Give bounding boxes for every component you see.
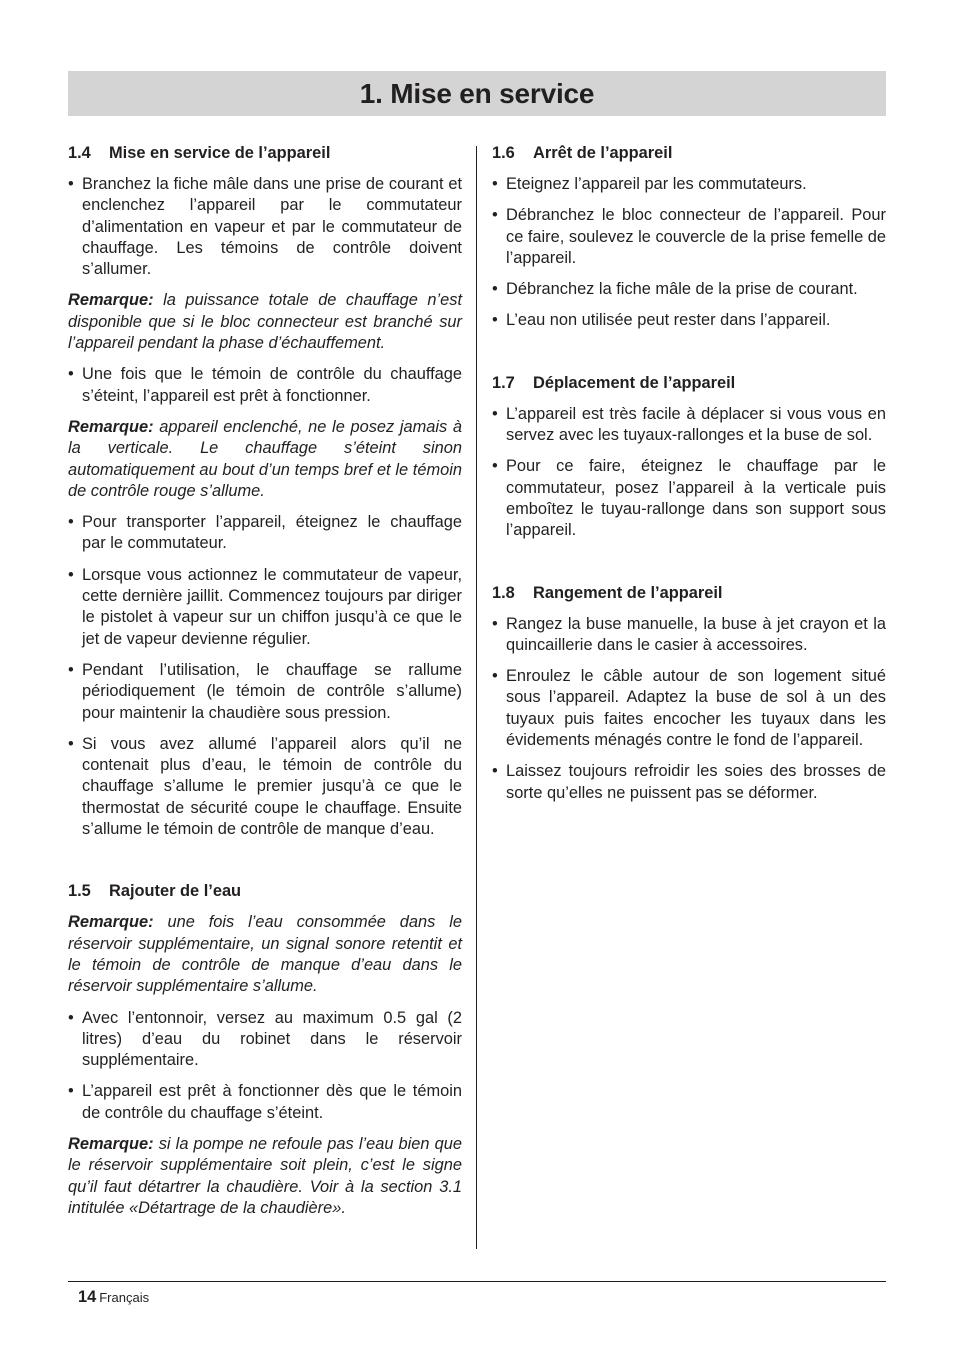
footer-rule	[68, 1281, 886, 1282]
note-text: si la pompe ne refoule pas l’eau bien que le réservoir supplémentaire soit plein, c’est le signe qu’il faut détartrer la chaudière. Voir à la section 3.1 intitulée «Détartrage de la chaudière».	[68, 1134, 462, 1217]
bullet-item: • Une fois que le témoin de contrôle du chauffage s’éteint, l’appareil est prêt à fonctionner.	[68, 364, 462, 407]
page-footer	[78, 1288, 149, 1307]
bullet-item: • Avec l’entonnoir, versez au maximum 0.5 gal (2 litres) d’eau du robinet dans le réservoir supplémentaire.	[68, 1008, 462, 1072]
section-title: Rangement de l’appareil	[533, 583, 723, 602]
note-text: la puissance totale de chauffage n’est disponible que si le bloc connecteur est branché sur l’appareil pendant la phase d’échauffement.	[68, 291, 462, 353]
section-heading	[68, 143, 462, 164]
section-heading	[492, 373, 886, 394]
bullet-list	[68, 174, 462, 280]
note	[68, 1134, 462, 1219]
section-number: 1.6	[492, 144, 515, 162]
section-heading	[492, 143, 886, 164]
bullet-item: • L’appareil est très facile à déplacer si vous vous en servez avec les tuyaux-rallonges et la buse de sol.	[492, 404, 886, 447]
bullet-item: • L’appareil est prêt à fonctionner dès que le témoin de contrôle du chauffage s’éteint.	[68, 1081, 462, 1124]
column-divider	[476, 146, 477, 1249]
note-label: Remarque:	[68, 1134, 154, 1153]
bullet-item: • Branchez la fiche mâle dans une prise de courant et enclenchez l’appareil par le commutateur d’alimentation en vapeur et par le commutateur de chauffage. Les témoins de contrôle doivent s’allumer.	[68, 174, 462, 280]
page-title: 1. Mise en service	[359, 77, 595, 109]
bullet-item: • Eteignez l’appareil par les commutateurs.	[492, 174, 886, 195]
bullet-item: • Si vous avez allumé l’appareil alors qu’il ne contenait plus d’eau, le témoin de contrôle du chauffage s’allume le premier jusqu’à ce que le thermostat de sécurité coupe le chauffage. Ensuite s’allume le témoin de contrôle de manque d’eau.	[68, 734, 462, 840]
section-number: 1.8	[492, 583, 515, 602]
section-title: Rajouter de l’eau	[109, 882, 242, 901]
section-1-5	[68, 881, 462, 1219]
bullet-list	[492, 404, 886, 542]
note	[68, 912, 462, 997]
right-column	[492, 143, 886, 814]
bullet-item: • Pour ce faire, éteignez le chauffage par le commutateur, posez l’appareil à la verticale puis emboîtez le tuyau-rallonge dans son support sous l’appareil.	[492, 456, 886, 541]
note-text: appareil enclenché, ne le posez jamais à la verticale. Le chauffage s’éteint sinon automatiquement au bout d’un temps bref et le témoin de contrôle rouge s’allume.	[68, 417, 462, 500]
left-column	[68, 143, 462, 1229]
note-label: Remarque:	[68, 417, 154, 436]
note	[68, 290, 462, 354]
bullet-item: • Pendant l’utilisation, le chauffage se rallume périodiquement (le témoin de contrôle s’allume) pour maintenir la chaudière sous pression.	[68, 660, 462, 724]
section-title: Arrêt de l’appareil	[533, 144, 673, 162]
section-number: 1.7	[492, 373, 515, 392]
section-1-7	[492, 373, 886, 542]
section-1-8	[492, 583, 886, 804]
note-label: Remarque:	[68, 291, 154, 310]
bullet-item: • Enroulez le câble autour de son logement situé sous l’appareil. Adaptez la buse de sol à un des tuyaux puis faites encocher les tuyaux dans les évidements ménagés contre le fond de l’appareil.	[492, 666, 886, 751]
page-number: 14	[78, 1288, 97, 1306]
bullet-item: • Débranchez le bloc connecteur de l’appareil. Pour ce faire, soulevez le couvercle de la prise femelle de l’appareil.	[492, 205, 886, 269]
footer-language: Français	[99, 1290, 150, 1305]
bullet-list	[68, 364, 462, 407]
section-1-4	[68, 143, 462, 840]
bullet-list	[68, 1008, 462, 1124]
note-text: une fois l’eau consommée dans le réservoir supplémentaire, un signal sonore retentit et le témoin de contrôle de manque d’eau dans le réservoir supplémentaire s’allume.	[68, 913, 462, 996]
bullet-list	[492, 174, 886, 332]
section-1-6	[492, 143, 886, 332]
bullet-item: • Lorsque vous actionnez le commutateur de vapeur, cette dernière jaillit. Commencez toujours par diriger le pistolet à vapeur sur un chiffon jusqu’à ce que le jet de vapeur devienne régulier.	[68, 565, 462, 650]
page-title-bar	[68, 71, 886, 116]
section-heading	[68, 881, 462, 902]
bullet-item: • Rangez la buse manuelle, la buse à jet crayon et la quincaillerie dans le casier à accessoires.	[492, 614, 886, 657]
note	[68, 417, 462, 502]
section-title: Déplacement de l’appareil	[533, 373, 736, 392]
section-number: 1.4	[68, 144, 91, 162]
section-number: 1.5	[68, 882, 91, 901]
note-label: Remarque:	[68, 913, 154, 932]
section-title: Mise en service de l’appareil	[109, 144, 331, 162]
bullet-list	[68, 512, 462, 840]
bullet-item: • Laissez toujours refroidir les soies des brosses de sorte qu’elles ne puissent pas se déformer.	[492, 761, 886, 804]
bullet-item: • L’eau non utilisée peut rester dans l’appareil.	[492, 310, 886, 331]
bullet-item: • Pour transporter l’appareil, éteignez le chauffage par le commutateur.	[68, 512, 462, 555]
bullet-list	[492, 614, 886, 804]
section-heading	[492, 583, 886, 604]
bullet-item: • Débranchez la fiche mâle de la prise de courant.	[492, 279, 886, 300]
